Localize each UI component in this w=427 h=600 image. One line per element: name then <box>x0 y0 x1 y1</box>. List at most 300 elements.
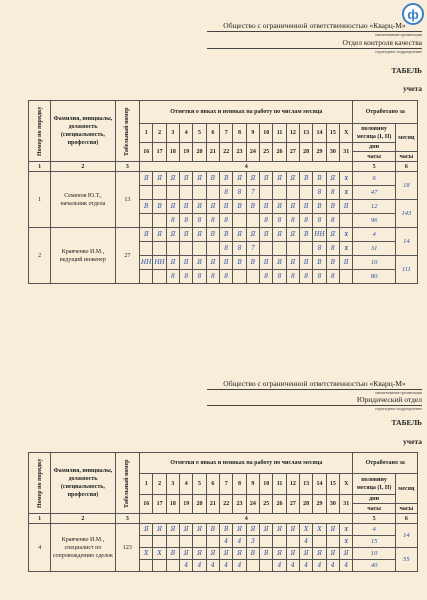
col-number: 3 <box>115 514 139 524</box>
day-header: 8 <box>233 474 246 495</box>
day-mark: Я <box>326 172 339 186</box>
day-mark: В <box>313 200 326 214</box>
day-mark: 7 <box>246 186 259 200</box>
employee-no: 4 <box>29 524 51 572</box>
day-mark <box>206 242 219 256</box>
day-mark <box>153 270 166 284</box>
day-mark: В <box>246 200 259 214</box>
day-mark: Я <box>286 548 299 560</box>
day-header: 18 <box>166 143 179 162</box>
day-mark: 4 <box>300 536 313 548</box>
day-mark: 8 <box>180 270 193 284</box>
half-month-value: 40 <box>353 560 395 572</box>
half-month-value: 96 <box>353 214 395 228</box>
half-month-value: 4 <box>353 524 395 536</box>
day-header: 30 <box>326 495 339 514</box>
day-mark: В <box>300 172 313 186</box>
day-header: X <box>340 124 353 143</box>
day-mark: 8 <box>180 214 193 228</box>
day-mark: В <box>300 228 313 242</box>
day-header: 16 <box>140 143 153 162</box>
day-mark: Я <box>246 228 259 242</box>
day-mark <box>140 560 153 572</box>
col-number: 5 <box>353 514 395 524</box>
day-header: 5 <box>193 124 206 143</box>
day-mark <box>286 536 299 548</box>
day-mark: В <box>233 256 246 270</box>
day-mark: Я <box>233 524 246 536</box>
employee-name: Кравченко И.М., специалист по сопровождению сделок <box>51 524 115 572</box>
day-mark: 8 <box>313 186 326 200</box>
day-mark: 8 <box>326 214 339 228</box>
day-mark <box>153 560 166 572</box>
day-mark: Я <box>246 524 259 536</box>
day-mark <box>140 186 153 200</box>
timesheet-table-2 <box>28 452 418 572</box>
day-mark: Я <box>326 524 339 536</box>
day-mark: Я <box>286 200 299 214</box>
day-mark: Я <box>233 548 246 560</box>
day-header: 11 <box>273 124 286 143</box>
form-title: ТАБЕЛЬ <box>391 418 422 427</box>
day-mark: Я <box>286 228 299 242</box>
org-caption: наименование организации <box>375 390 422 395</box>
day-mark: Я <box>260 200 273 214</box>
day-mark: В <box>313 256 326 270</box>
day-mark: 8 <box>220 270 233 284</box>
day-mark: Я <box>193 524 206 536</box>
day-mark: Я <box>326 548 339 560</box>
col-number: 2 <box>51 162 115 172</box>
col-header-tab: Табельный номер <box>115 453 139 514</box>
day-mark: 8 <box>193 270 206 284</box>
day-mark: Я <box>233 228 246 242</box>
day-mark: 8 <box>233 186 246 200</box>
day-mark: 4 <box>233 560 246 572</box>
day-mark: Я <box>180 524 193 536</box>
day-mark: 8 <box>166 270 179 284</box>
day-mark: Я <box>313 548 326 560</box>
day-mark <box>166 186 179 200</box>
day-header: 27 <box>286 495 299 514</box>
day-mark: В <box>233 200 246 214</box>
day-mark: Я <box>260 172 273 186</box>
day-mark: В <box>220 524 233 536</box>
col-header-days: дни <box>353 495 395 504</box>
employee-name: Кравченко И.М., ведущий инженер <box>51 228 115 284</box>
day-header: 23 <box>233 143 246 162</box>
day-mark: 4 <box>286 560 299 572</box>
day-header: 12 <box>286 474 299 495</box>
day-mark <box>246 270 259 284</box>
day-header: 6 <box>206 124 219 143</box>
day-mark <box>166 560 179 572</box>
day-mark: Я <box>180 256 193 270</box>
day-header: 31 <box>340 495 353 514</box>
day-mark: Я <box>166 524 179 536</box>
day-mark: В <box>313 172 326 186</box>
half-month-value: 12 <box>353 200 395 214</box>
employee-tab-number: 123 <box>115 524 139 572</box>
day-mark: 8 <box>286 270 299 284</box>
day-mark <box>180 242 193 256</box>
form-subtitle: учета <box>403 84 422 93</box>
day-mark: 8 <box>220 242 233 256</box>
day-header: 22 <box>220 495 233 514</box>
day-mark: X <box>340 228 353 242</box>
day-mark: 8 <box>326 270 339 284</box>
day-mark: Я <box>273 200 286 214</box>
day-mark: В <box>166 548 179 560</box>
day-mark: Я <box>340 200 353 214</box>
day-mark: Я <box>153 172 166 186</box>
day-mark: Х <box>140 548 153 560</box>
day-header: 2 <box>153 474 166 495</box>
day-header: 18 <box>166 495 179 514</box>
day-mark: В <box>326 200 339 214</box>
day-mark: 4 <box>300 560 313 572</box>
day-mark <box>193 242 206 256</box>
day-mark: Я <box>193 548 206 560</box>
day-mark: Я <box>300 548 313 560</box>
day-mark: 8 <box>273 214 286 228</box>
day-mark: 8 <box>313 270 326 284</box>
day-mark <box>313 536 326 548</box>
day-mark: 8 <box>313 214 326 228</box>
day-mark: X <box>340 536 353 548</box>
col-header-days: дни <box>353 143 395 152</box>
logo-icon: ф <box>402 3 424 25</box>
day-header: 5 <box>193 474 206 495</box>
day-mark: 8 <box>233 242 246 256</box>
day-mark: 8 <box>326 242 339 256</box>
col-header-no: Номер по порядку <box>29 101 51 162</box>
day-mark: 8 <box>260 214 273 228</box>
day-mark <box>246 214 259 228</box>
month-hours: 111 <box>395 256 417 284</box>
day-mark <box>273 242 286 256</box>
month-days: 14 <box>395 228 417 256</box>
col-header-hours: часы <box>353 152 395 162</box>
day-mark: 8 <box>313 242 326 256</box>
form-title: ТАБЕЛЬ <box>391 66 422 75</box>
day-header: 19 <box>180 495 193 514</box>
day-mark: Я <box>286 524 299 536</box>
day-mark: В <box>220 172 233 186</box>
day-header: 26 <box>273 495 286 514</box>
day-header: 29 <box>313 495 326 514</box>
employee-tab-number: 13 <box>115 172 139 228</box>
col-header-tab: Табельный номер <box>115 101 139 162</box>
day-header: 29 <box>313 143 326 162</box>
day-mark: В <box>246 548 259 560</box>
day-mark: Я <box>166 200 179 214</box>
day-mark: Я <box>220 256 233 270</box>
day-mark <box>260 186 273 200</box>
day-mark: В <box>140 200 153 214</box>
half-month-value: 10 <box>353 256 395 270</box>
col-header-no: Номер по порядку <box>29 453 51 514</box>
day-mark: Я <box>166 172 179 186</box>
day-header: 7 <box>220 474 233 495</box>
day-mark <box>286 242 299 256</box>
day-mark: 4 <box>273 560 286 572</box>
day-mark <box>260 242 273 256</box>
day-mark <box>153 186 166 200</box>
day-header: 17 <box>153 143 166 162</box>
col-number: 2 <box>51 514 115 524</box>
day-mark: В <box>220 228 233 242</box>
month-hours: 143 <box>395 200 417 228</box>
day-header: 4 <box>180 124 193 143</box>
day-mark: Я <box>260 524 273 536</box>
day-mark: Я <box>140 228 153 242</box>
day-mark <box>193 536 206 548</box>
half-month-value: 15 <box>353 536 395 548</box>
day-mark: Х <box>313 524 326 536</box>
day-mark: 3 <box>246 536 259 548</box>
day-mark: Я <box>180 172 193 186</box>
day-header: 4 <box>180 474 193 495</box>
day-mark: НН <box>140 256 153 270</box>
half-month-value: 80 <box>353 270 395 284</box>
col-header-marks: Отметки о явках и неявках на работу по числам месяца <box>140 101 353 124</box>
day-header: 21 <box>206 495 219 514</box>
day-header: 7 <box>220 124 233 143</box>
day-mark: 4 <box>206 560 219 572</box>
day-header: 13 <box>300 124 313 143</box>
day-header: 8 <box>233 124 246 143</box>
day-mark: 8 <box>273 270 286 284</box>
day-mark <box>193 186 206 200</box>
day-mark <box>153 242 166 256</box>
day-header: 9 <box>246 474 259 495</box>
dept-caption: структурное подразделение <box>374 406 422 411</box>
col-number: 3 <box>115 162 139 172</box>
day-header: 24 <box>246 143 259 162</box>
day-mark: Я <box>193 228 206 242</box>
day-header: 1 <box>140 474 153 495</box>
employee-tab-number: 27 <box>115 228 139 284</box>
day-mark: X <box>340 172 353 186</box>
day-header: 25 <box>260 143 273 162</box>
day-mark: Я <box>273 256 286 270</box>
day-mark <box>180 536 193 548</box>
day-mark <box>340 270 353 284</box>
org-caption: наименование организации <box>375 32 422 37</box>
col-header-half: половину месяца (I, II) <box>353 474 395 495</box>
day-mark: 8 <box>193 214 206 228</box>
day-mark: Я <box>140 524 153 536</box>
day-mark: Я <box>260 256 273 270</box>
col-number: 6 <box>395 514 417 524</box>
day-mark: 8 <box>220 214 233 228</box>
day-mark: В <box>260 548 273 560</box>
day-mark: НН <box>313 228 326 242</box>
day-header: 28 <box>300 495 313 514</box>
day-mark: Я <box>340 548 353 560</box>
day-mark: Я <box>273 228 286 242</box>
day-header: 19 <box>180 143 193 162</box>
day-mark: Я <box>260 228 273 242</box>
half-month-value: 10 <box>353 548 395 560</box>
day-header: 9 <box>246 124 259 143</box>
day-header: X <box>340 474 353 495</box>
day-mark: В <box>206 172 219 186</box>
day-mark: 8 <box>206 214 219 228</box>
day-mark: 8 <box>166 214 179 228</box>
day-mark <box>140 214 153 228</box>
day-header: 27 <box>286 143 299 162</box>
day-mark <box>153 214 166 228</box>
org-name: Общество с ограниченной ответственностью «Кварц-М» <box>207 21 422 32</box>
day-mark <box>326 536 339 548</box>
col-number: 4 <box>140 514 353 524</box>
day-mark <box>246 560 259 572</box>
day-mark <box>300 242 313 256</box>
day-mark: 8 <box>326 186 339 200</box>
day-mark: Я <box>300 256 313 270</box>
day-mark: Я <box>286 256 299 270</box>
day-mark: 4 <box>233 536 246 548</box>
table-row <box>29 524 418 536</box>
day-mark: Я <box>206 200 219 214</box>
day-mark: Я <box>193 256 206 270</box>
day-mark: В <box>326 256 339 270</box>
day-header: 31 <box>340 143 353 162</box>
day-mark: В <box>206 524 219 536</box>
day-mark: 8 <box>286 214 299 228</box>
day-mark <box>233 214 246 228</box>
day-header: 20 <box>193 495 206 514</box>
employee-no: 1 <box>29 172 51 228</box>
day-mark <box>140 242 153 256</box>
day-mark: Я <box>193 172 206 186</box>
col-header-hours: часы <box>395 504 417 514</box>
org-name: Общество с ограниченной ответственностью «Кварц-М» <box>207 379 422 390</box>
day-mark: Я <box>273 524 286 536</box>
day-mark <box>166 536 179 548</box>
col-header-name: Фамилия, инициалы, должность (специальность, профессия) <box>51 453 115 514</box>
col-number: 5 <box>353 162 395 172</box>
day-mark: Я <box>140 172 153 186</box>
half-month-value: 6 <box>353 172 395 186</box>
half-month-value: 31 <box>353 242 395 256</box>
day-mark: X <box>340 186 353 200</box>
col-header-month: месяц <box>395 124 417 152</box>
day-mark: 4 <box>220 560 233 572</box>
day-mark <box>180 186 193 200</box>
day-mark <box>233 270 246 284</box>
day-mark: 4 <box>326 560 339 572</box>
col-header-name: Фамилия, инициалы, должность (специальность, профессия) <box>51 101 115 162</box>
day-mark <box>153 536 166 548</box>
day-header: 14 <box>313 474 326 495</box>
day-mark: Я <box>153 524 166 536</box>
col-header-marks: Отметки о явках и неявках на работу по числам месяца <box>140 453 353 474</box>
day-header: 21 <box>206 143 219 162</box>
month-days: 14 <box>395 524 417 548</box>
day-mark: Я <box>340 256 353 270</box>
day-header: 25 <box>260 495 273 514</box>
day-mark <box>206 536 219 548</box>
day-mark: В <box>246 256 259 270</box>
day-header: 11 <box>273 474 286 495</box>
day-header: 20 <box>193 143 206 162</box>
day-mark: 4 <box>340 560 353 572</box>
day-mark <box>300 186 313 200</box>
day-mark: 4 <box>180 560 193 572</box>
day-mark: 8 <box>300 270 313 284</box>
table-row <box>29 172 418 186</box>
day-mark: В <box>153 200 166 214</box>
day-header: 14 <box>313 124 326 143</box>
dept-name: Отдел контроля качества <box>207 38 422 49</box>
day-mark: 4 <box>313 560 326 572</box>
month-hours: 55 <box>395 548 417 572</box>
day-header: 10 <box>260 474 273 495</box>
col-header-hours: часы <box>353 504 395 514</box>
col-number: 6 <box>395 162 417 172</box>
day-header: 15 <box>326 124 339 143</box>
col-header-worked: Отработано за <box>353 101 418 124</box>
day-mark: X <box>340 242 353 256</box>
day-mark: Я <box>153 228 166 242</box>
day-mark: Х <box>300 524 313 536</box>
day-mark <box>340 214 353 228</box>
day-header: 10 <box>260 124 273 143</box>
employee-no: 2 <box>29 228 51 284</box>
day-mark: Я <box>220 548 233 560</box>
day-header: 12 <box>286 124 299 143</box>
day-mark: Я <box>166 228 179 242</box>
day-mark: Я <box>233 172 246 186</box>
day-header: 13 <box>300 474 313 495</box>
day-header: 28 <box>300 143 313 162</box>
day-mark: Я <box>180 548 193 560</box>
dept-name: Юридический отдел <box>207 395 422 406</box>
day-mark: Я <box>246 172 259 186</box>
day-mark: 4 <box>220 536 233 548</box>
day-mark: В <box>206 228 219 242</box>
day-mark: Я <box>166 256 179 270</box>
day-mark: 7 <box>246 242 259 256</box>
day-mark <box>166 242 179 256</box>
employee-name: Семенов Ю.Т., начальник отдела <box>51 172 115 228</box>
day-mark: Я <box>180 228 193 242</box>
day-mark: Я <box>273 172 286 186</box>
day-header: 24 <box>246 495 259 514</box>
day-mark <box>140 270 153 284</box>
day-mark: 8 <box>220 186 233 200</box>
day-mark <box>140 536 153 548</box>
dept-caption: структурное подразделение <box>374 49 422 54</box>
day-header: 23 <box>233 495 246 514</box>
col-header-worked: Отработано за <box>353 453 418 474</box>
month-days: 18 <box>395 172 417 200</box>
day-mark: 8 <box>300 214 313 228</box>
col-number: 1 <box>29 162 51 172</box>
col-number: 4 <box>140 162 353 172</box>
col-number: 1 <box>29 514 51 524</box>
day-mark <box>206 186 219 200</box>
table-row <box>29 228 418 242</box>
day-mark: 8 <box>206 270 219 284</box>
form-subtitle: учета <box>403 437 422 446</box>
day-header: 16 <box>140 495 153 514</box>
day-mark: Я <box>326 228 339 242</box>
col-header-month: месяц <box>395 474 417 504</box>
